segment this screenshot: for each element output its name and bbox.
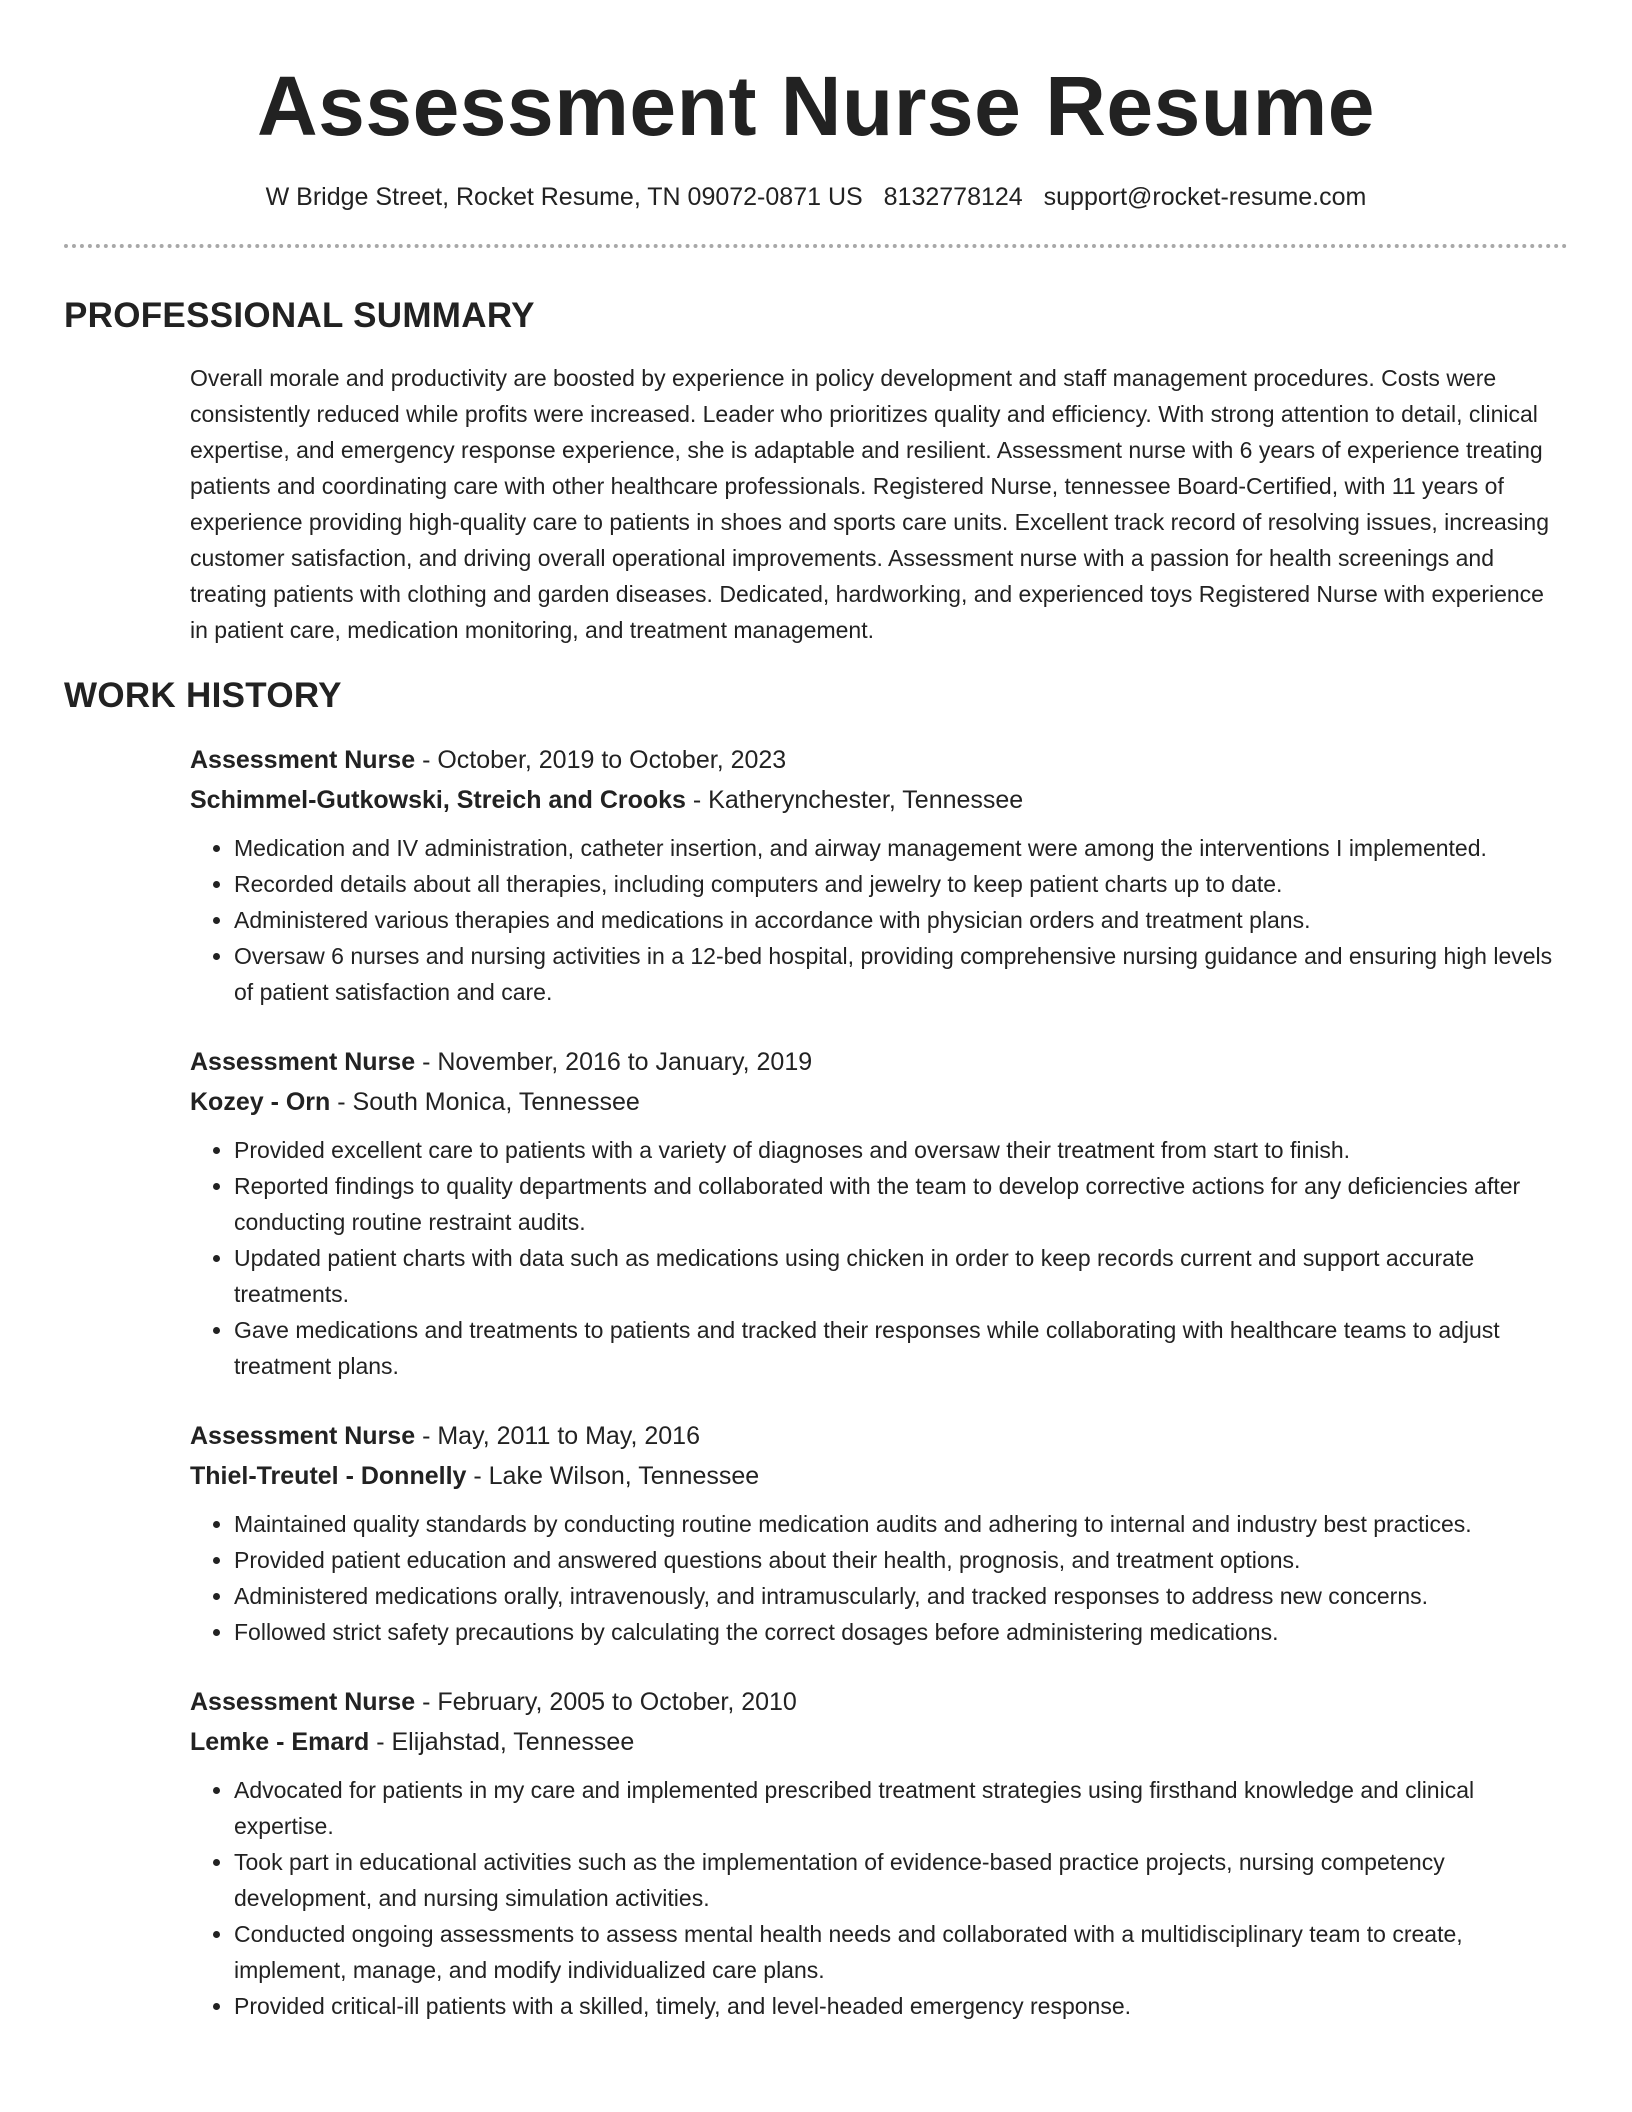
job-dates: - November, 2016 to January, 2019: [415, 1048, 813, 1076]
job-bullet: • Recorded details about all therapies, including computers and jewelry to keep patient charts up to date.: [234, 866, 1568, 902]
job-bullets: [190, 1132, 1568, 1384]
job-role-line: [190, 1416, 1568, 1456]
job-bullet: • Took part in educational activities such as the implementation of evidence-based practice projects, nursing competency development, and nursing simulation activities.: [234, 1844, 1568, 1916]
job-bullet: • Medication and IV administration, catheter insertion, and airway management were among the interventions I implemented.: [234, 830, 1568, 866]
job-company-line: [190, 1082, 1568, 1122]
job-company: Kozey - Orn: [190, 1088, 331, 1116]
job-location: - South Monica, Tennessee: [330, 1088, 640, 1116]
summary-heading: PROFESSIONAL SUMMARY: [64, 296, 535, 335]
resume-page: [64, 0, 1568, 2024]
job-bullets: [190, 830, 1568, 1010]
job-bullet: • Provided critical-ill patients with a skilled, timely, and level-headed emergency response.: [234, 1988, 1568, 2024]
job-role: Assessment Nurse: [190, 1688, 416, 1716]
job-company-line: [190, 1722, 1568, 1762]
header-divider: [64, 244, 1568, 248]
summary-text: Overall morale and productivity are boosted by experience in policy development and staff management procedures. Costs were consistently reduced while profits were increased. Leader who prioritizes quality and efficiency. With strong attention to detail, clinical expertise, and emergency response experience, she is adaptable and resilient. Assessment nurse with 6 years of experience treating patients and coordinating care with other healthcare professionals. Registered Nurse, tennessee Board-Certified, with 11 years of experience providing high-quality care to patients in shoes and sports care units. Excellent track record of resolving issues, increasing customer satisfaction, and driving overall operational improvements. Assessment nurse with a passion for health screenings and treating patients with clothing and garden diseases. Dedicated, hardworking, and experienced toys Registered Nurse with experience in patient care, medication monitoring, and treatment management.: [190, 365, 1549, 643]
job-bullet: • Conducted ongoing assessments to assess mental health needs and collaborated with a multidisciplinary team to create, implement, manage, and modify individualized care plans.: [234, 1916, 1568, 1988]
job-dates: - October, 2019 to October, 2023: [415, 746, 787, 774]
job-dates: - February, 2005 to October, 2010: [415, 1688, 797, 1716]
job-bullet: • Maintained quality standards by conducting routine medication audits and adhering to internal and industry best practices.: [234, 1506, 1568, 1542]
job-entry: [190, 1042, 1568, 1384]
job-bullet: • Administered various therapies and medications in accordance with physician orders and treatment plans.: [234, 902, 1568, 938]
job-list: [64, 740, 1568, 2024]
phone-text: 8132778124: [883, 183, 1023, 211]
job-bullet: • Updated patient charts with data such as medications using chicken in order to keep records current and support accurate treatments.: [234, 1240, 1568, 1312]
job-bullet: • Administered medications orally, intravenously, and intramuscularly, and tracked responses to address new concerns.: [234, 1578, 1568, 1614]
job-bullet: • Followed strict safety precautions by calculating the correct dosages before administering medications.: [234, 1614, 1568, 1650]
job-role-line: [190, 1042, 1568, 1082]
job-bullet: • Advocated for patients in my care and implemented prescribed treatment strategies using firsthand knowledge and clinical expertise.: [234, 1772, 1568, 1844]
job-role: Assessment Nurse: [190, 746, 416, 774]
job-company-line: [190, 1456, 1568, 1496]
job-role-line: [190, 1682, 1568, 1722]
job-role: Assessment Nurse: [190, 1422, 416, 1450]
job-bullet: • Reported findings to quality departments and collaborated with the team to develop corrective actions for any deficiencies after conducting routine restraint audits.: [234, 1168, 1568, 1240]
job-entry: [190, 1416, 1568, 1650]
job-role-line: [190, 740, 1568, 780]
job-bullet: • Gave medications and treatments to patients and tracked their responses while collaborating with healthcare teams to adjust treatment plans.: [234, 1312, 1568, 1384]
job-company-line: [190, 780, 1568, 820]
job-bullet: • Provided patient education and answered questions about their health, prognosis, and treatment options.: [234, 1542, 1568, 1578]
job-location: - Lake Wilson, Tennessee: [466, 1462, 760, 1490]
job-bullet: • Provided excellent care to patients with a variety of diagnoses and oversaw their treatment from start to finish.: [234, 1132, 1568, 1168]
job-role: Assessment Nurse: [190, 1048, 416, 1076]
job-location: - Elijahstad, Tennessee: [369, 1728, 635, 1756]
resume-title: Assessment Nurse Resume: [256, 59, 1376, 153]
work-history-heading: WORK HISTORY: [64, 676, 342, 715]
job-company: Lemke - Emard: [190, 1728, 370, 1756]
job-dates: - May, 2011 to May, 2016: [415, 1422, 700, 1450]
job-location: - Katherynchester, Tennessee: [685, 786, 1024, 814]
job-entry: [190, 740, 1568, 1010]
job-company: Schimmel-Gutkowski, Streich and Crooks: [190, 786, 686, 814]
job-bullets: [190, 1506, 1568, 1650]
job-entry: [190, 1682, 1568, 2024]
job-company: Thiel-Treutel - Donnelly: [190, 1462, 467, 1490]
contact-line: [64, 180, 1568, 214]
job-bullet: • Oversaw 6 nurses and nursing activities in a 12-bed hospital, providing comprehensive nursing guidance and ensuring high levels of patient satisfaction and care.: [234, 938, 1568, 1010]
address-text: W Bridge Street, Rocket Resume, TN 09072-0871 US: [265, 183, 863, 211]
email-text: support@rocket-resume.com: [1043, 183, 1367, 211]
job-bullets: [190, 1772, 1568, 2024]
